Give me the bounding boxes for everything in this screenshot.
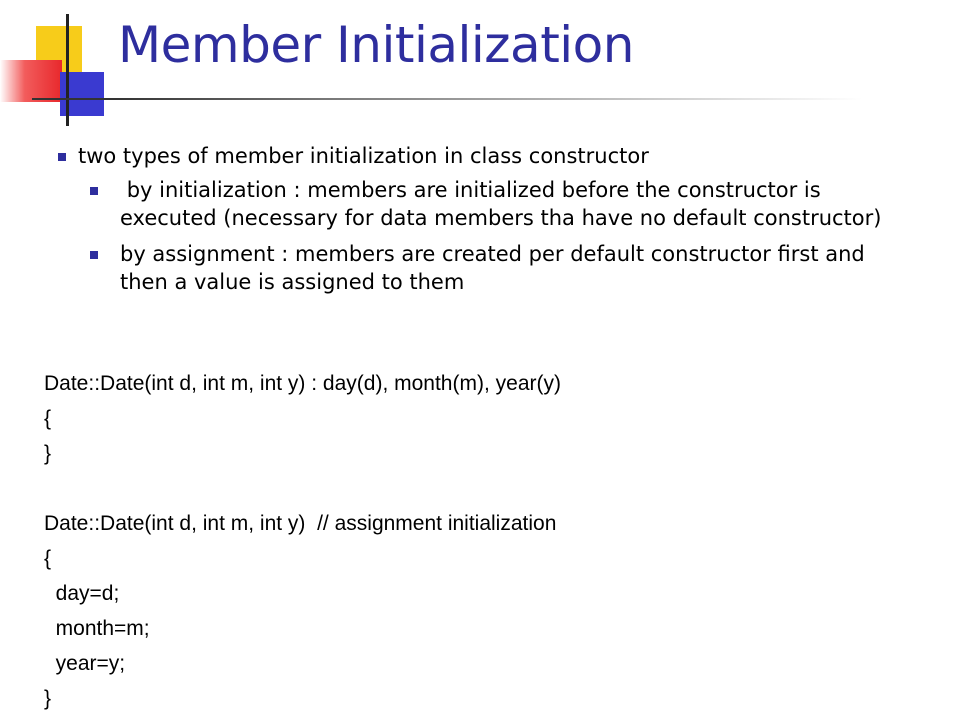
code-line: month=m; bbox=[44, 617, 150, 640]
decoration-red-bar bbox=[0, 60, 62, 102]
bullet-text: two types of member initialization in class constructor bbox=[78, 144, 649, 168]
sub-bullet-text: by assignment : members are created per default constructor first and then a value is assigned to them bbox=[120, 242, 865, 294]
code-line: Date::Date(int d, int m, int y) // assignment initialization bbox=[44, 512, 557, 535]
code-line: Date::Date(int d, int m, int y) : day(d), month(m), year(y) bbox=[44, 372, 561, 395]
code-line: } bbox=[44, 687, 52, 710]
slide-title: Member Initialization bbox=[118, 16, 634, 74]
sub-bullet-text: by initialization : members are initialized before the constructor is executed (necessary for data members tha have no default constructor) bbox=[120, 178, 882, 230]
code-line: year=y; bbox=[44, 652, 126, 675]
bullet-list bbox=[58, 142, 918, 304]
sub-bullet-item bbox=[90, 240, 918, 296]
code-line: { bbox=[44, 407, 52, 430]
sub-bullet-item bbox=[90, 176, 918, 232]
bullet-item bbox=[58, 142, 918, 170]
code-line bbox=[44, 471, 561, 506]
code-line: { bbox=[44, 547, 52, 570]
code-line: } bbox=[44, 442, 52, 465]
bullet-square-icon bbox=[90, 187, 98, 195]
bullet-square-icon bbox=[90, 251, 98, 259]
code-line: day=d; bbox=[44, 582, 120, 605]
decoration-vertical-line bbox=[66, 14, 69, 126]
title-underline bbox=[32, 98, 862, 100]
code-block bbox=[44, 366, 561, 716]
bullet-square-icon bbox=[58, 153, 66, 161]
